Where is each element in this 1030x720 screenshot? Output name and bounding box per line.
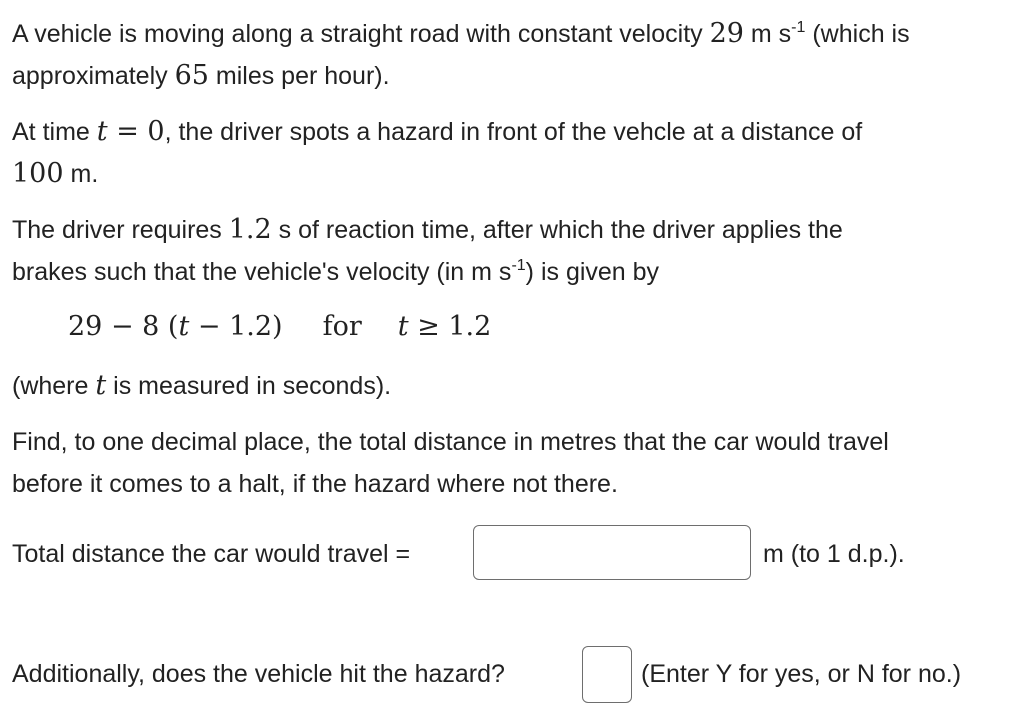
reaction-line-1	[12, 214, 843, 246]
hazard-text: At time	[12, 118, 97, 146]
formula-expression-end: − 1.2)	[189, 311, 283, 342]
mph-value: 65	[174, 60, 209, 91]
hazard-distance-value: 100	[12, 158, 64, 189]
task-line-2: before it comes to a halt, if the hazard where not there.	[12, 470, 618, 498]
hazard-distance-unit: m.	[63, 160, 99, 188]
intro-text: A vehicle is moving along a straight road with constant velocity	[12, 20, 710, 48]
where-line	[12, 370, 391, 402]
intro-text-tail: (which is	[805, 20, 910, 48]
time-equation: = 0	[107, 116, 165, 147]
velocity-unit: m s	[743, 20, 792, 48]
distance-question-label: Total distance the car would travel =	[12, 540, 411, 568]
reaction-text: The driver requires	[12, 216, 229, 244]
intro-text: approximately	[12, 62, 175, 90]
hazard-question-label: Additionally, does the vehicle hit the hazard?	[12, 660, 505, 688]
reaction-text-tail: s of reaction time, after which the driver applies the	[271, 216, 843, 244]
velocity-value: 29	[709, 18, 744, 49]
time-variable: t	[96, 116, 108, 147]
reaction-time-value: 1.2	[228, 214, 272, 245]
reaction-line-2	[12, 256, 659, 288]
formula-for-word: for	[322, 311, 362, 342]
velocity-intro-tail: ) is given by	[525, 258, 660, 286]
hazard-line-2	[12, 158, 98, 190]
where-text: (where	[12, 372, 96, 400]
velocity-unit-exponent: -1	[511, 257, 526, 274]
velocity-formula	[68, 310, 491, 344]
hazard-answer-hint: (Enter Y for yes, or N for no.)	[641, 660, 962, 688]
velocity-intro-text: brakes such that the vehicle's velocity (in m s	[12, 258, 512, 286]
hazard-line-1	[12, 116, 862, 148]
intro-line-1	[12, 18, 910, 50]
hazard-answer-input[interactable]	[582, 646, 632, 703]
formula-time-variable: t	[178, 311, 190, 342]
where-text-tail: is measured in seconds).	[106, 372, 392, 400]
formula-expression-start: 29 − 8 (	[68, 311, 179, 342]
velocity-unit-exponent: -1	[791, 19, 806, 36]
intro-text-tail: miles per hour).	[208, 62, 390, 90]
task-line-1: Find, to one decimal place, the total distance in metres that the car would travel	[12, 428, 889, 456]
formula-condition-variable: t	[397, 311, 409, 342]
formula-condition: ≥ 1.2	[408, 311, 492, 342]
where-time-variable: t	[95, 370, 107, 401]
intro-line-2	[12, 60, 390, 92]
distance-answer-input[interactable]	[473, 525, 751, 580]
distance-unit-hint: m (to 1 d.p.).	[763, 540, 905, 568]
hazard-text-tail: , the driver spots a hazard in front of the vehcle at a distance of	[164, 118, 863, 146]
